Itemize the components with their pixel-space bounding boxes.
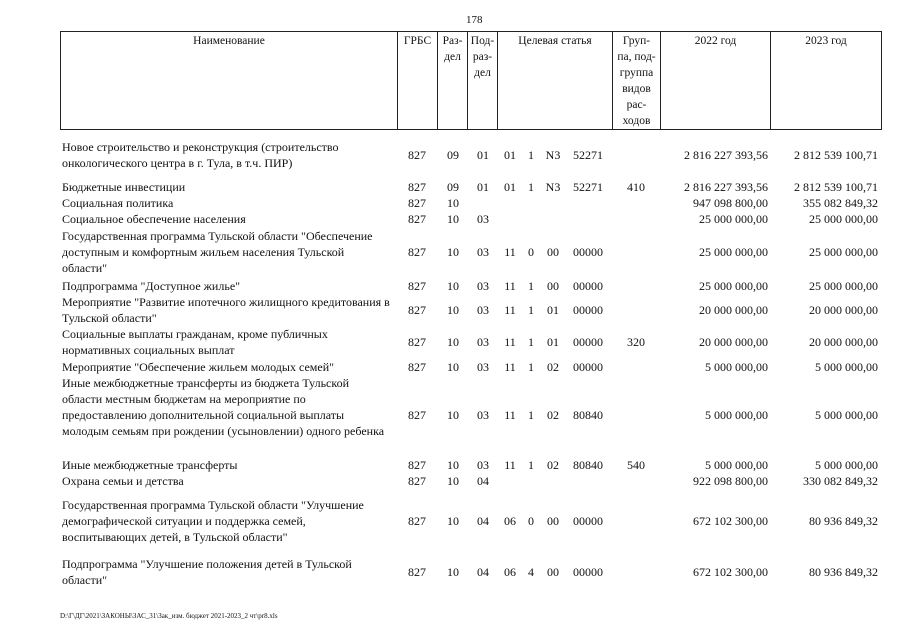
- table-row: [0, 326, 905, 360]
- cell-t2: 4: [528, 565, 534, 579]
- table-row: [0, 556, 905, 590]
- cell-t1: 11: [504, 458, 516, 472]
- table-row: [0, 278, 905, 294]
- cell-y2022: 5 000 000,00: [705, 458, 768, 472]
- cell-y2023: 2 812 539 100,71: [794, 180, 878, 194]
- cell-rz: 10: [447, 245, 459, 259]
- cell-pr: 03: [477, 360, 489, 374]
- cell-rz: 10: [447, 565, 459, 579]
- row-name: Бюджетные инвестиции: [62, 180, 186, 194]
- cell-y2023: 2 812 539 100,71: [794, 148, 878, 162]
- cell-rz: 09: [447, 180, 459, 194]
- cell-y2023: 25 000 000,00: [809, 279, 878, 293]
- cell-y2023: 80 936 849,32: [809, 514, 878, 528]
- cell-t4: 00000: [573, 565, 603, 579]
- cell-rz: 09: [447, 148, 459, 162]
- cell-y2022: 20 000 000,00: [699, 335, 768, 349]
- cell-t2: 0: [528, 245, 534, 259]
- cell-t4: 00000: [573, 360, 603, 374]
- cell-t3: 02: [547, 360, 559, 374]
- row-name: Мероприятие "Обеспечение жильем молодых семей": [62, 360, 335, 374]
- cell-y2022: 25 000 000,00: [699, 245, 768, 259]
- cell-t1: 01: [504, 180, 516, 194]
- row-name: Социальные выплаты гражданам, кроме публичных нормативных социальных выплат: [62, 327, 328, 357]
- cell-t2: 1: [528, 335, 534, 349]
- header-group-cell: [612, 31, 660, 130]
- cell-t1: 01: [504, 148, 516, 162]
- table-row: [0, 294, 905, 328]
- cell-rz: 10: [447, 335, 459, 349]
- row-name: Иные межбюджетные трансферты из бюджета Тульской области местным бюджетам на мероприятие по предоставлению дополнительной социальной выплаты молодым семьям при рождении (усыновлении) одного ребенка: [62, 376, 385, 438]
- header-razdel: Раз- дел: [442, 35, 463, 63]
- cell-y2022: 20 000 000,00: [699, 303, 768, 317]
- header-grbs: ГРБС: [403, 35, 432, 47]
- cell-t3: 02: [547, 458, 559, 472]
- cell-y2022: 947 098 800,00: [693, 196, 768, 210]
- cell-t4: 52271: [573, 180, 603, 194]
- cell-pr: 01: [477, 148, 489, 162]
- cell-rz: 10: [447, 408, 459, 422]
- header-name: Наименование: [193, 35, 265, 47]
- row-name: Иные межбюджетные трансферты: [62, 458, 238, 472]
- cell-t1: 11: [504, 279, 516, 293]
- header-group: Груп- па, под- группа видов рас- ходов: [617, 35, 656, 127]
- cell-t3: 00: [547, 245, 559, 259]
- cell-pr: 03: [477, 245, 489, 259]
- cell-y2023: 20 000 000,00: [809, 335, 878, 349]
- table-row: [0, 457, 905, 473]
- cell-t2: 1: [528, 408, 534, 422]
- cell-y2022: 672 102 300,00: [693, 514, 768, 528]
- cell-rz: 10: [447, 212, 459, 226]
- header-2022-cell: [660, 31, 770, 130]
- header-2022: 2022 год: [694, 35, 737, 47]
- cell-t2: 1: [528, 360, 534, 374]
- cell-y2023: 25 000 000,00: [809, 245, 878, 259]
- cell-t4: 00000: [573, 279, 603, 293]
- cell-t2: 0: [528, 514, 534, 528]
- cell-vr: 540: [627, 458, 645, 472]
- header-razdel-cell: [437, 31, 467, 130]
- cell-t1: 06: [504, 565, 516, 579]
- row-name: Мероприятие "Развитие ипотечного жилищного кредитования в Тульской области": [62, 295, 390, 325]
- header-podrazdel-cell: [467, 31, 497, 130]
- cell-t3: 00: [547, 279, 559, 293]
- table-row: [0, 228, 905, 278]
- cell-y2023: 80 936 849,32: [809, 565, 878, 579]
- cell-rz: 10: [447, 458, 459, 472]
- cell-y2023: 20 000 000,00: [809, 303, 878, 317]
- cell-t4: 00000: [573, 514, 603, 528]
- header-name-cell: [60, 31, 397, 130]
- file-path-footer: D:\Г\ДГ\2021\ЗАКОНЫ\ЗАС_31\Зак_изм. бюджет 2021-2023_2 чт\pr8.xls: [60, 612, 278, 620]
- cell-grbs: 827: [408, 335, 426, 349]
- cell-rz: 10: [447, 360, 459, 374]
- cell-grbs: 827: [408, 514, 426, 528]
- cell-vr: 320: [627, 335, 645, 349]
- cell-grbs: 827: [408, 303, 426, 317]
- header-target-cell: [497, 31, 612, 130]
- cell-vr: 410: [627, 180, 645, 194]
- table-row: [0, 473, 905, 489]
- cell-pr: 04: [477, 514, 489, 528]
- cell-rz: 10: [447, 279, 459, 293]
- cell-grbs: 827: [408, 565, 426, 579]
- cell-t4: 80840: [573, 458, 603, 472]
- cell-y2022: 922 098 800,00: [693, 474, 768, 488]
- cell-y2022: 2 816 227 393,56: [684, 180, 768, 194]
- cell-y2022: 25 000 000,00: [699, 279, 768, 293]
- cell-t2: 1: [528, 458, 534, 472]
- table-row: [0, 211, 905, 227]
- cell-pr: 03: [477, 303, 489, 317]
- table-row: [0, 179, 905, 195]
- table-row: [0, 195, 905, 211]
- cell-t4: 52271: [573, 148, 603, 162]
- table-row: [0, 497, 905, 547]
- cell-t3: 02: [547, 408, 559, 422]
- table-row: [0, 375, 905, 459]
- cell-pr: 03: [477, 279, 489, 293]
- cell-y2022: 5 000 000,00: [705, 408, 768, 422]
- cell-grbs: 827: [408, 408, 426, 422]
- cell-y2022: 2 816 227 393,56: [684, 148, 768, 162]
- cell-pr: 01: [477, 180, 489, 194]
- cell-t1: 11: [504, 303, 516, 317]
- cell-t2: 1: [528, 303, 534, 317]
- header-podrazdel: Под- раз- дел: [470, 35, 495, 79]
- cell-t2: 1: [528, 148, 534, 162]
- table-row: [0, 359, 905, 375]
- row-name: Социальное обеспечение населения: [62, 212, 246, 226]
- cell-pr: 03: [477, 458, 489, 472]
- page-number: 178: [466, 14, 483, 26]
- cell-t1: 11: [504, 408, 516, 422]
- cell-t3: 00: [547, 514, 559, 528]
- row-name: Государственная программа Тульской области "Улучшение демографической ситуации и поддержка семей, воспитывающих детей, в Тульской области": [62, 498, 364, 544]
- cell-y2022: 5 000 000,00: [705, 360, 768, 374]
- cell-pr: 04: [477, 474, 489, 488]
- cell-grbs: 827: [408, 458, 426, 472]
- cell-t1: 11: [504, 360, 516, 374]
- row-name: Подпрограмма "Доступное жилье": [62, 279, 241, 293]
- header-grbs-cell: [397, 31, 437, 130]
- cell-rz: 10: [447, 196, 459, 210]
- cell-t3: 00: [547, 565, 559, 579]
- cell-rz: 10: [447, 303, 459, 317]
- cell-grbs: 827: [408, 180, 426, 194]
- cell-t4: 80840: [573, 408, 603, 422]
- cell-grbs: 827: [408, 196, 426, 210]
- cell-y2023: 330 082 849,32: [803, 474, 878, 488]
- cell-y2023: 25 000 000,00: [809, 212, 878, 226]
- cell-t3: N3: [545, 148, 561, 162]
- cell-y2023: 5 000 000,00: [815, 408, 878, 422]
- cell-pr: 04: [477, 565, 489, 579]
- cell-y2023: 5 000 000,00: [815, 360, 878, 374]
- cell-t2: 1: [528, 180, 534, 194]
- cell-t3: 01: [547, 335, 559, 349]
- cell-y2022: 25 000 000,00: [699, 212, 768, 226]
- table-row: [0, 139, 905, 173]
- cell-pr: 03: [477, 408, 489, 422]
- cell-rz: 10: [447, 514, 459, 528]
- cell-t3: 01: [547, 303, 559, 317]
- cell-t1: 11: [504, 335, 516, 349]
- row-name: Охрана семьи и детства: [62, 474, 184, 488]
- cell-t1: 11: [504, 245, 516, 259]
- cell-grbs: 827: [408, 245, 426, 259]
- cell-t3: N3: [545, 180, 561, 194]
- header-2023-cell: [770, 31, 882, 130]
- cell-y2022: 672 102 300,00: [693, 565, 768, 579]
- cell-y2023: 355 082 849,32: [803, 196, 878, 210]
- cell-t2: 1: [528, 279, 534, 293]
- cell-t4: 00000: [573, 303, 603, 317]
- cell-grbs: 827: [408, 212, 426, 226]
- cell-t4: 00000: [573, 245, 603, 259]
- cell-pr: 03: [477, 212, 489, 226]
- row-name: Государственная программа Тульской области "Обеспечение доступным и комфортным жильем населения Тульской области": [62, 229, 373, 275]
- row-name: Новое строительство и реконструкция (строительство онкологического центра в г. Тула, в т.ч. ПИР): [62, 140, 339, 170]
- cell-y2023: 5 000 000,00: [815, 458, 878, 472]
- row-name: Социальная политика: [62, 196, 174, 210]
- row-name: Подпрограмма "Улучшение положения детей в Тульской области": [62, 557, 352, 587]
- header-2023: 2023 год: [805, 35, 847, 47]
- cell-t1: 06: [504, 514, 516, 528]
- cell-grbs: 827: [408, 148, 426, 162]
- cell-grbs: 827: [408, 360, 426, 374]
- cell-pr: 03: [477, 335, 489, 349]
- cell-grbs: 827: [408, 279, 426, 293]
- cell-t4: 00000: [573, 335, 603, 349]
- cell-rz: 10: [447, 474, 459, 488]
- header-target: Целевая статья: [518, 35, 592, 47]
- cell-grbs: 827: [408, 474, 426, 488]
